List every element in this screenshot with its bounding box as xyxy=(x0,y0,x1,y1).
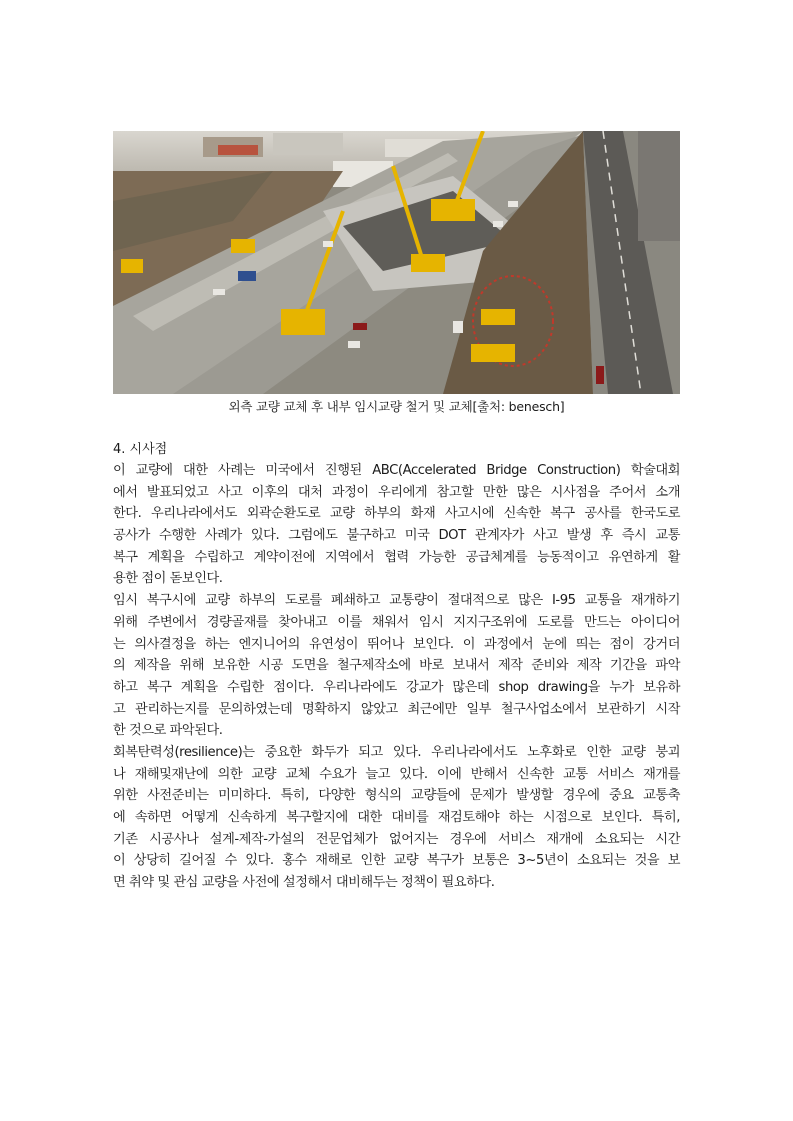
text-line: 에 속하면 어떻게 신속하게 복구할지에 대한 대비를 재검토해야 하는 시점으로 보인다. 특히, xyxy=(113,810,680,825)
text-line: 공사가 수행한 사례가 있다. 그럼에도 불구하고 미국 DOT 관계자가 사고 발생 후 즉시 교통 xyxy=(113,528,680,544)
text-line: 이 교량에 대한 사례는 미국에서 진행된 ABC(Accelerated Bridge Construction) 학술대회 xyxy=(113,463,680,478)
text-line: 복구 계획을 수립하고 계약이전에 지역에서 협력 가능한 공급체계를 능동적이고 유연하게 활 xyxy=(113,549,680,565)
text-line: 는 의사결정을 하는 엔지니어의 유연성이 뛰어나 보인다. 이 과정에서 눈에 띄는 점이 강거더 xyxy=(113,636,680,652)
text-line: 한 것으로 파악된다. xyxy=(113,723,223,739)
paragraph-1 xyxy=(113,460,680,590)
text-line: 임시 복구시에 교량 하부의 도로를 폐쇄하고 교통량이 절대적으로 많은 I-95 교통을 재개하기 xyxy=(113,593,680,609)
text-line: 의 제작을 위해 보유한 시공 도면을 철구제작소에 바로 보내서 제작 준비와 제작 기간을 파악 xyxy=(113,658,680,674)
text-line: 위해 주변에서 경량골재를 찾아내고 이를 채워서 임시 지지구조위에 도로를 만드는 아이디어 xyxy=(113,614,680,630)
paragraph-2 xyxy=(113,590,680,742)
figure-caption: 외측 교량 교체 후 내부 임시교량 철거 및 교체[출처: benesch] xyxy=(228,399,565,414)
text-line: 용한 점이 돋보인다. xyxy=(113,571,223,587)
text-line: 위한 사전준비는 미미하다. 특히, 다양한 형식의 교량들에 문제가 발생할 경우에 중요 교통축 xyxy=(113,788,680,804)
bridge-construction-photo xyxy=(113,131,680,394)
text-line: 한다. 우리나라에서도 외곽순환도로 교량 하부의 화재 사고시에 신속한 복구 공사를 한국도로 xyxy=(113,506,680,522)
text-line: 나 재해및재난에 의한 교량 교체 수요가 늘고 있다. 이에 반해서 신속한 교통 서비스 재개를 xyxy=(113,766,680,782)
text-line: 이 상당히 길어질 수 있다. 홍수 재해로 인한 교량 복구가 보통은 3~5년이 소요되는 것을 보 xyxy=(113,853,680,869)
text-line: 에서 발표되었고 사고 이후의 대처 과정이 우리에게 참고할 만한 많은 시사점을 주어서 소개 xyxy=(113,484,680,500)
text-line: 회복탄력성(resilience)는 중요한 화두가 되고 있다. 우리나라에서도 노후화로 인한 교량 붕괴 xyxy=(113,744,680,760)
section-body xyxy=(113,460,680,894)
text-line: 면 취약 및 관심 교량을 사전에 설정해서 대비해두는 정책이 필요하다. xyxy=(113,875,495,891)
text-line: 고 관리하는지를 문의하였는데 명확하지 않았고 최근에만 일부 철구사업소에서 보관하기 시작 xyxy=(113,701,680,717)
paragraph-3 xyxy=(113,742,680,894)
section-heading: 4. 시사점 xyxy=(113,442,168,457)
text-line: 하고 복구 계획을 수립한 점이다. 우리나라에도 강교가 많은데 shop drawing을 누가 보유하 xyxy=(113,679,680,695)
text-line: 기존 시공사나 설계-제작-가설의 전문업체가 없어지는 경우에 서비스 재개에 소요되는 시간 xyxy=(113,831,680,847)
